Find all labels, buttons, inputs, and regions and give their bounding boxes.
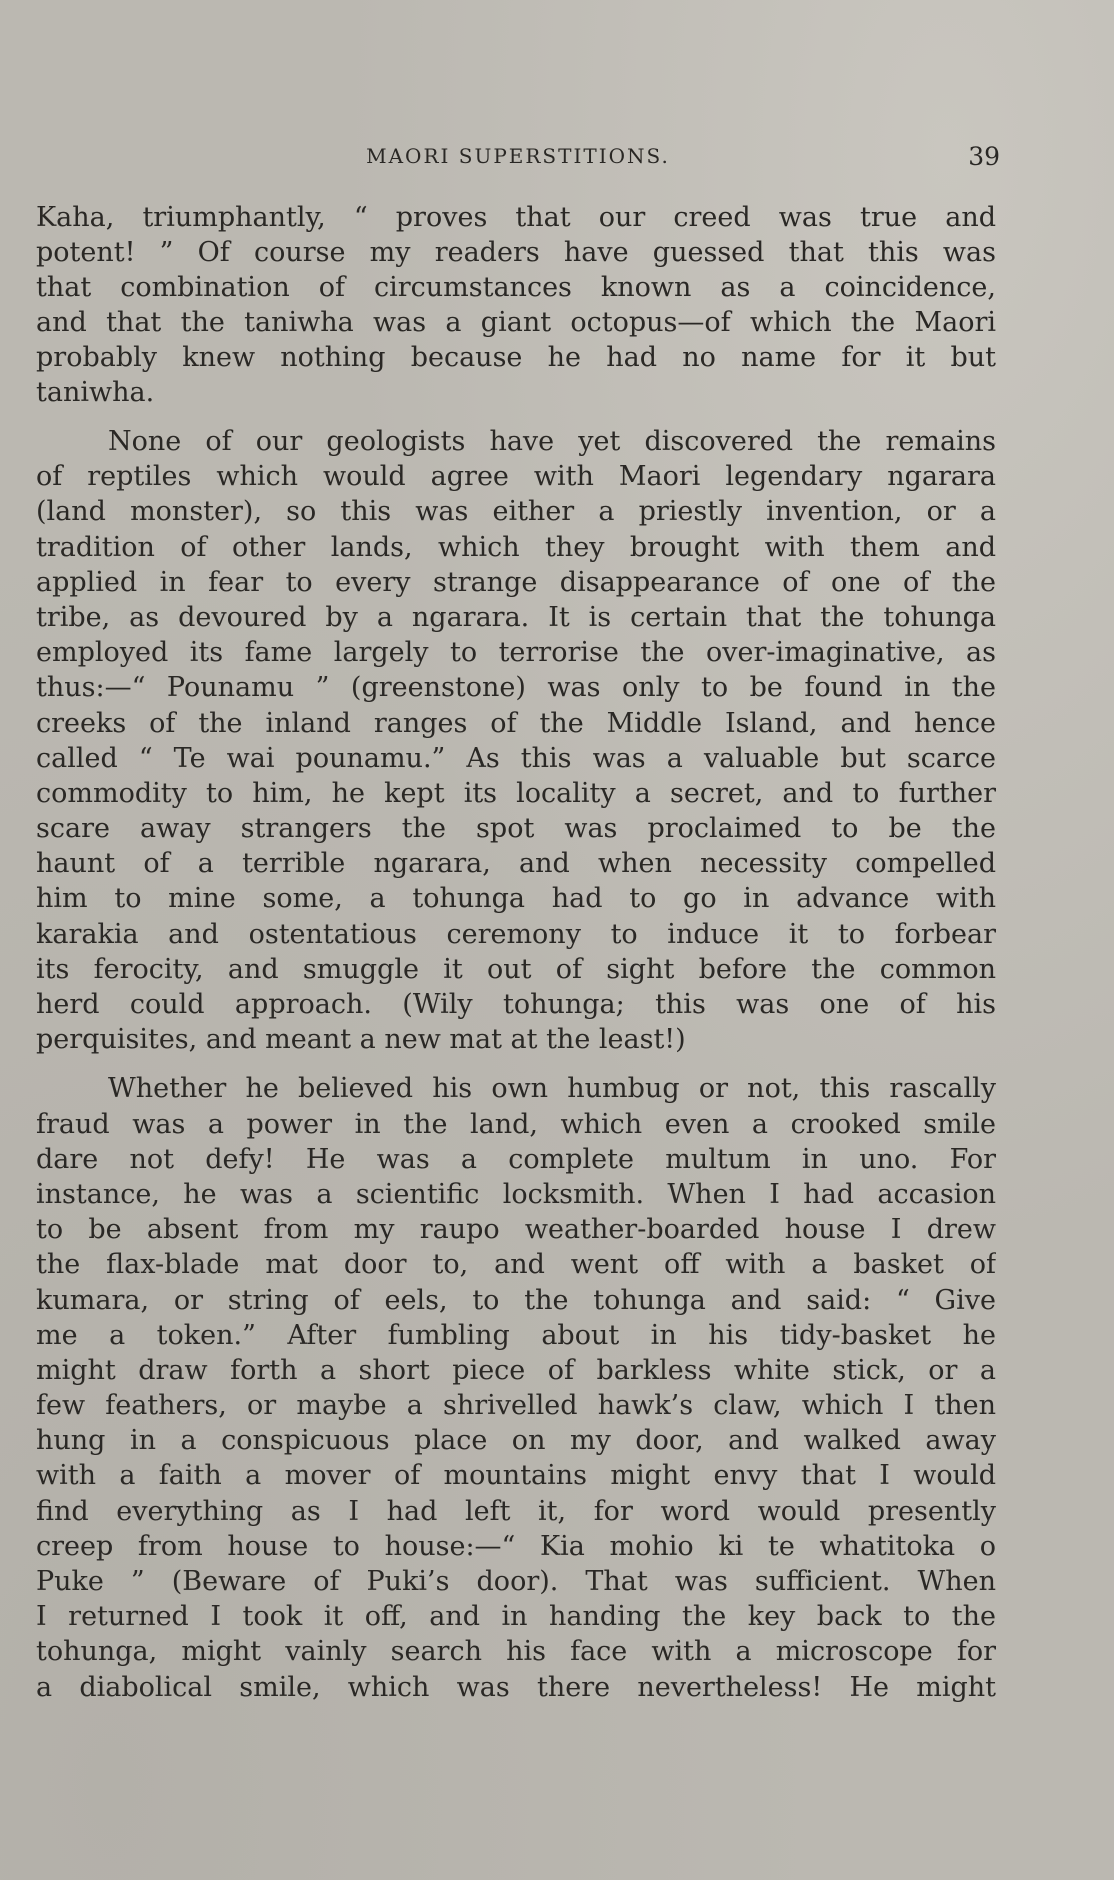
- text-line: creeks of the inland ranges of the Middle Island, and hence: [36, 707, 996, 739]
- text-line: the flax-blade mat door to, and went off with a basket of: [36, 1249, 996, 1281]
- text-line: tribe, as devoured by a ngarara. It is certain that the tohunga: [36, 601, 996, 633]
- paragraph: [36, 1071, 996, 1704]
- text-line: of reptiles which would agree with Maori legendary ngarara: [36, 461, 996, 493]
- text-line: taniwha.: [36, 377, 155, 408]
- text-line: applied in fear to every strange disappearance of one of the: [36, 566, 996, 598]
- text-line: few feathers, or maybe a shrivelled hawk’s claw, which I then: [36, 1390, 996, 1422]
- text-line: called “ Te wai pounamu.” As this was a valuable but scarce: [36, 742, 996, 774]
- text-line: haunt of a terrible ngarara, and when necessity compelled: [36, 848, 996, 880]
- text-line: instance, he was a scientific locksmith. When I had accasion: [36, 1178, 996, 1210]
- text-line: and that the taniwha was a giant octopus—of which the Maori: [36, 307, 996, 338]
- running-head: [36, 142, 1000, 172]
- paragraph: [36, 200, 996, 410]
- text-line: employed its fame largely to terrorise the over-imaginative, as: [36, 637, 996, 669]
- text-line: thus:—“ Pounamu ” (greenstone) was only to be found in the: [36, 672, 996, 704]
- text-line: tradition of other lands, which they brought with them and: [36, 531, 996, 563]
- text-line: (land monster), so this was either a priestly invention, or a: [36, 496, 996, 528]
- text-line: perquisites, and meant a new mat at the least!): [36, 1024, 686, 1056]
- text-line: tohunga, might vainly search his face with a microscope for: [36, 1636, 996, 1668]
- page-number: 39: [968, 142, 1000, 171]
- text-line: find everything as I had left it, for word would presently: [36, 1495, 996, 1527]
- text-line: Kaha, triumphantly, “ proves that our creed was true and: [36, 202, 996, 233]
- text-line: None of our geologists have yet discovered the remains: [108, 426, 996, 457]
- text-line: hung in a conspicuous place on my door, and walked away: [36, 1425, 996, 1457]
- text-line: Whether he believed his own humbug or not, this rascally: [108, 1073, 996, 1105]
- text-line: fraud was a power in the land, which even a crooked smile: [36, 1108, 996, 1140]
- text-line: karakia and ostentatious ceremony to induce it to forbear: [36, 918, 996, 950]
- text-line: might draw forth a short piece of barkless white stick, or a: [36, 1354, 996, 1386]
- running-title: MAORI SUPERSTITIONS.: [366, 144, 670, 168]
- text-line: kumara, or string of eels, to the tohunga and said: “ Give: [36, 1284, 996, 1316]
- text-line: commodity to him, he kept its locality a secret, and to further: [36, 777, 996, 809]
- text-line: with a faith a mover of mountains might envy that I would: [36, 1460, 996, 1492]
- paragraph: [36, 424, 996, 1057]
- text-line: I returned I took it off, and in handing the key back to the: [36, 1601, 996, 1633]
- body-text: [36, 200, 996, 1705]
- text-line: that combination of circumstances known as a coincidence,: [36, 272, 996, 303]
- text-line: scare away strangers the spot was proclaimed to be the: [36, 813, 996, 845]
- text-line: a diabolical smile, which was there nevertheless! He might: [36, 1671, 996, 1703]
- text-line: to be absent from my raupo weather-boarded house I drew: [36, 1214, 996, 1246]
- text-line: potent! ” Of course my readers have guessed that this was: [36, 237, 996, 268]
- text-line: creep from house to house:—“ Kia mohio ki te whatitoka o: [36, 1530, 996, 1562]
- text-line: dare not defy! He was a complete multum in uno. For: [36, 1143, 996, 1175]
- text-line: probably knew nothing because he had no name for it but: [36, 342, 996, 373]
- text-line: him to mine some, a tohunga had to go in advance with: [36, 883, 996, 915]
- text-line: herd could approach. (Wily tohunga; this was one of his: [36, 989, 996, 1020]
- text-line: me a token.” After fumbling about in his tidy-basket he: [36, 1319, 996, 1351]
- text-line: Puke ” (Beware of Puki’s door). That was sufficient. When: [36, 1566, 996, 1597]
- text-line: its ferocity, and smuggle it out of sight before the common: [36, 953, 996, 985]
